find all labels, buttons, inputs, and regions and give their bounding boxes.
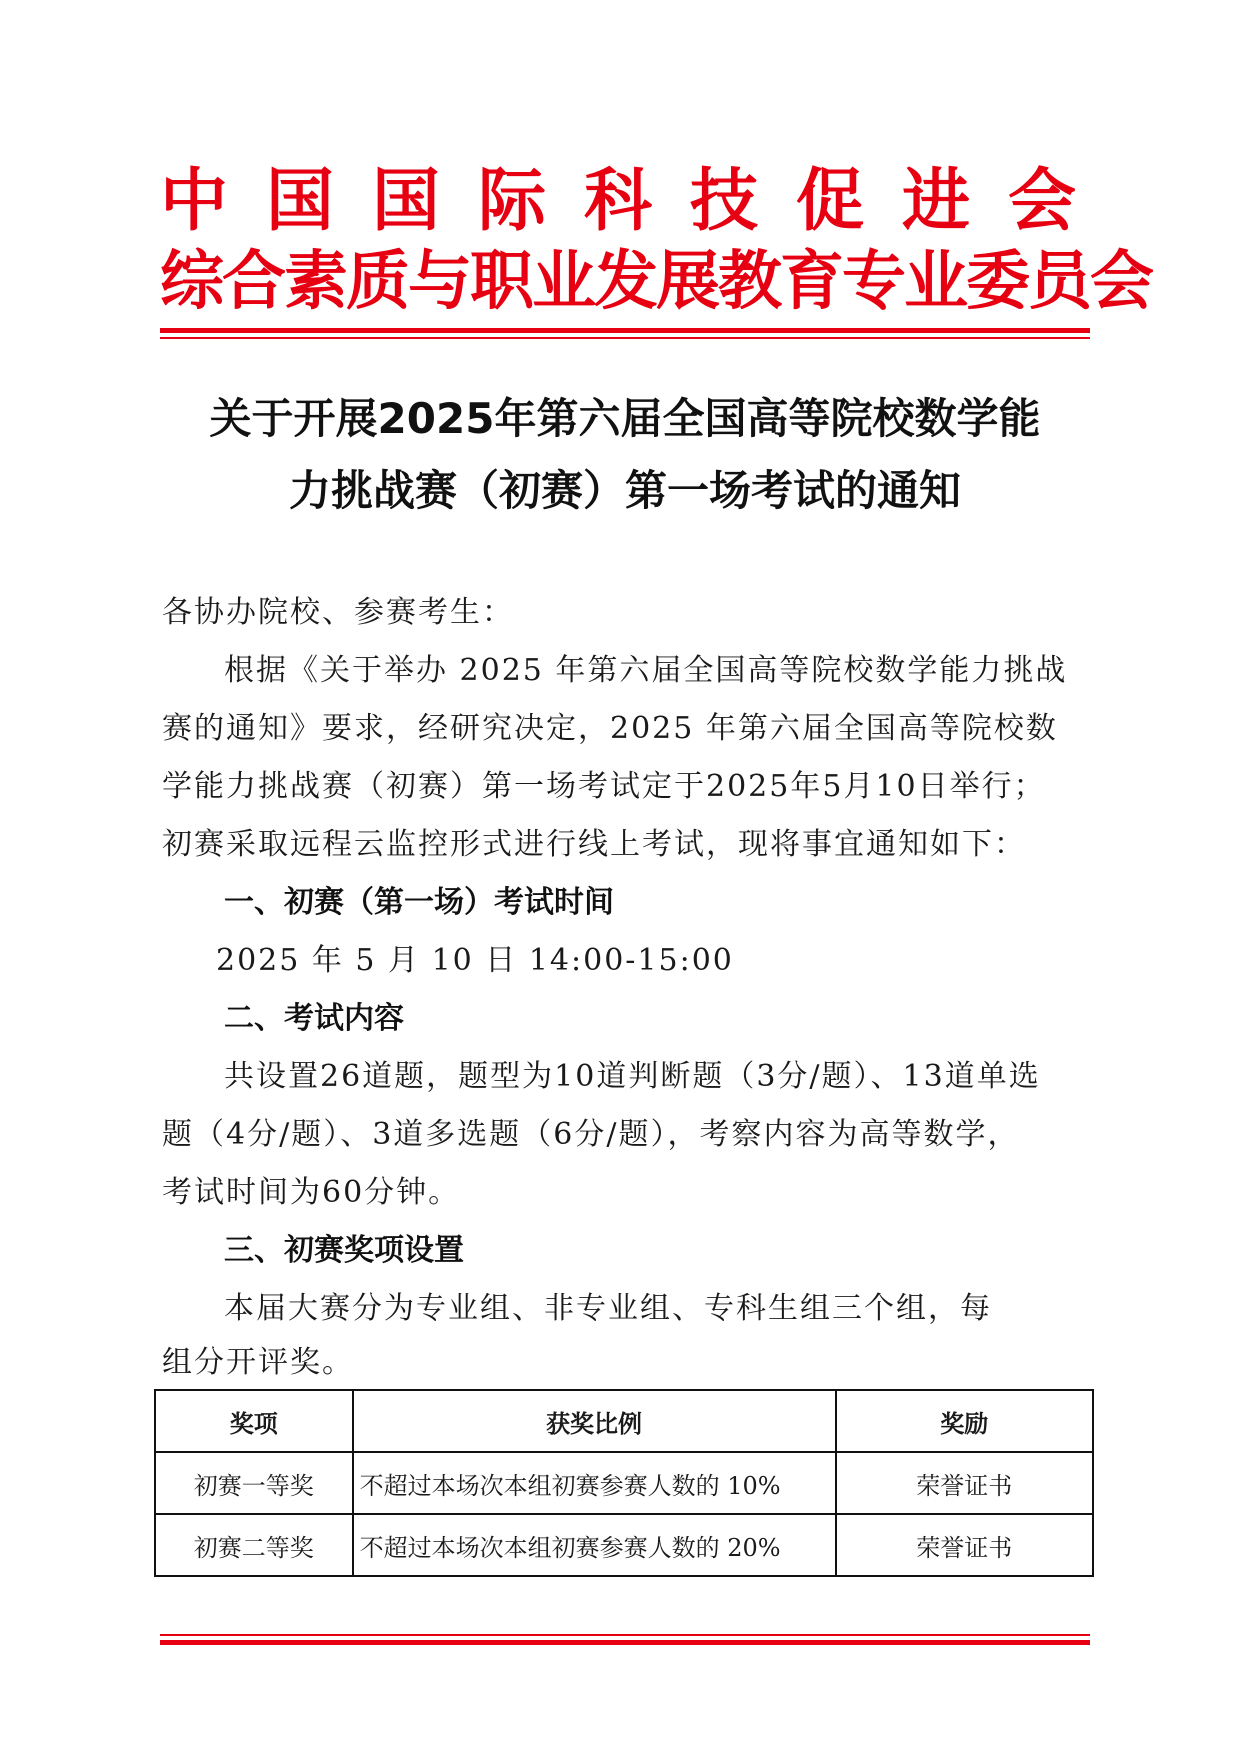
intro-line-1: 根据《关于举办 2025 年第六届全国高等院校数学能力挑战 xyxy=(224,653,1068,688)
footer-divider-thin xyxy=(160,1634,1090,1636)
awards-table xyxy=(154,1389,1094,1577)
award-ratio: 不超过本场次本组初赛参赛人数的 20% xyxy=(353,1514,836,1576)
section1-heading: 一、初赛（第一场）考试时间 xyxy=(224,885,614,920)
award-ratio: 不超过本场次本组初赛参赛人数的 10% xyxy=(353,1452,836,1514)
header-ratio: 获奖比例 xyxy=(353,1390,836,1452)
table-row xyxy=(155,1514,1093,1576)
organization-name-line1: 中国国际科技促进会 xyxy=(160,162,1115,241)
intro-line-3: 学能力挑战赛（初赛）第一场考试定于2025年5月10日举行； xyxy=(162,769,1046,804)
exam-content-line-1: 共设置26道题，题型为10道判断题（3分/题）、13道单选 xyxy=(224,1059,1041,1094)
table-row xyxy=(155,1452,1093,1514)
section3-heading: 三、初赛奖项设置 xyxy=(224,1233,464,1268)
intro-line-2: 赛的通知》要求，经研究决定，2025 年第六届全国高等院校数 xyxy=(162,711,1058,746)
exam-content-line-2: 题（4分/题）、3道多选题（6分/题），考察内容为高等数学， xyxy=(162,1117,1020,1152)
organization-name-line2: 综合素质与职业发展教育专业委员会 xyxy=(160,245,1152,319)
exam-content-line-3: 考试时间为60分钟。 xyxy=(162,1175,461,1210)
intro-line-4: 初赛采取远程云监控形式进行线上考试，现将事宜通知如下： xyxy=(162,827,1026,862)
award-name: 初赛二等奖 xyxy=(155,1514,353,1576)
footer-divider-thick xyxy=(160,1640,1090,1645)
header-award: 奖项 xyxy=(155,1390,353,1452)
award-reward: 荣誉证书 xyxy=(836,1514,1093,1576)
document-title-line1: 关于开展2025年第六届全国高等院校数学能 xyxy=(209,394,1041,443)
salutation: 各协办院校、参赛考生： xyxy=(162,595,514,630)
award-name: 初赛一等奖 xyxy=(155,1452,353,1514)
section2-heading: 二、考试内容 xyxy=(224,1001,404,1036)
document-title-line2: 力挑战赛（初赛）第一场考试的通知 xyxy=(288,466,961,515)
header-divider-thick xyxy=(160,328,1090,333)
award-reward: 荣誉证书 xyxy=(836,1452,1093,1514)
awards-intro-line-1: 本届大赛分为专业组、非专业组、专科生组三个组，每 xyxy=(224,1291,992,1326)
exam-time: 2025 年 5 月 10 日 14:00-15:00 xyxy=(216,943,734,978)
awards-intro-line-2: 组分开评奖。 xyxy=(162,1345,354,1380)
table-header-row xyxy=(155,1390,1093,1452)
header-divider-thin xyxy=(160,337,1090,339)
header-reward: 奖励 xyxy=(836,1390,1093,1452)
